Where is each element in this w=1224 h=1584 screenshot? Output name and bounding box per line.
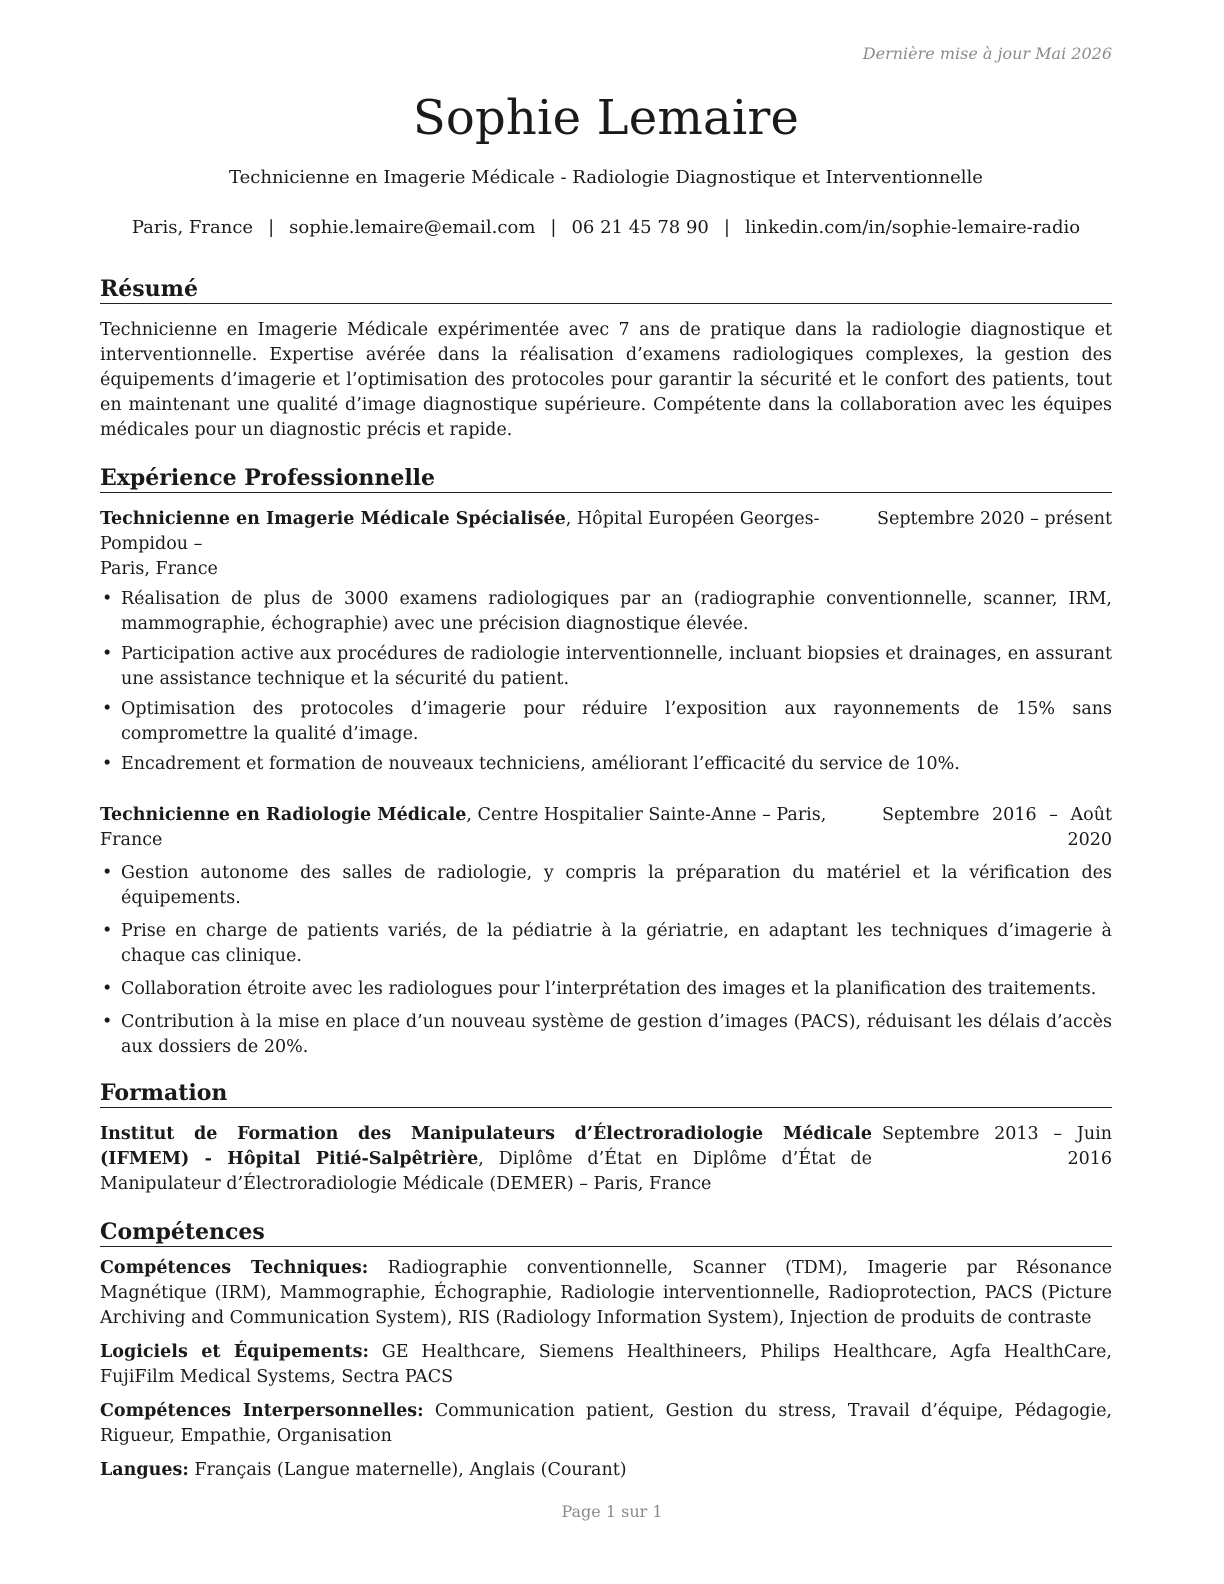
list-item: • Optimisation des protocoles d’imagerie pour réduire l’exposition aux rayonnements de 15% sans compromettre la qualité d’image. — [100, 697, 1112, 747]
contact-phone[interactable]: 06 21 45 78 90 — [571, 217, 709, 238]
last-updated: Dernière mise à jour Mai 2026 — [862, 44, 1112, 63]
contact-separator: | — [268, 217, 275, 238]
list-item: • Contribution à la mise en place d’un nouveau système de gestion d’images (PACS), réduisant les délais d’accès aux dossiers de 20%. — [100, 1010, 1112, 1060]
contact-email[interactable]: sophie.lemaire@email.com — [289, 217, 536, 238]
contact-linkedin[interactable]: linkedin.com/in/sophie-lemaire-radio — [744, 217, 1081, 238]
job-dates: Septembre 2020 – présent — [877, 509, 1112, 529]
job-entry — [100, 803, 1112, 1060]
contact-separator: | — [550, 217, 557, 238]
skill-group — [100, 1340, 1112, 1390]
list-item: • Gestion autonome des salles de radiologie, y compris la préparation du matériel et la vérification des équipements. — [100, 861, 1112, 911]
list-item: • Réalisation de plus de 3000 examens radiologiques par an (radiographie conventionnelle, scanner, IRM, mammographie, échographie) avec une précision diagnostique élevée. — [100, 587, 1112, 637]
resume-text: Technicienne en Imagerie Médicale expérimentée avec 7 ans de pratique dans la radiologie diagnostique et interventionnelle. Expertise avérée dans la réalisation d’examens radiologiques complexes, la gestion des équipements d’imagerie et l’optimisation des protocoles pour garantir la sécurité et le confort des patients, tout en maintenant une qualité d’image diagnostique supérieure. Compétente dans la collaboration avec les équipes médicales pour un diagnostic précis et rapide. — [100, 320, 1112, 440]
job-header — [100, 803, 1112, 853]
contact-location: Paris, France — [131, 217, 254, 238]
section-title-resume: Résumé — [100, 276, 1112, 304]
job-header — [100, 507, 1112, 582]
candidate-name: Sophie Lemaire — [412, 90, 800, 146]
education-school: Institut de Formation des Manipulateurs d’Électroradiologie Médicale (IFMEM) - Hôpital Pitié-Salpêtrière — [100, 1124, 872, 1169]
skill-label: Logiciels et Équipements: — [100, 1342, 369, 1362]
skill-group — [100, 1458, 1112, 1483]
section-title-experience: Expérience Professionnelle — [100, 465, 1112, 493]
list-item: • Collaboration étroite avec les radiologues pour l’interprétation des images et la planification des traitements. — [100, 977, 1112, 1002]
skill-value: Communication patient, Gestion du stress, Travail d’équipe, Pédagogie, Rigueur, Empathie, Organisation — [100, 1401, 1112, 1446]
skill-value: Radiographie conventionnelle, Scanner (TDM), Imagerie par Résonance Magnétique (IRM), Mammographie, Échographie, Radiologie interventionnelle, Radioprotection, PACS (Picture Archiving and Communication System), RIS (Radiology Information System), Injection de produits de contraste — [100, 1258, 1113, 1328]
list-item: • Encadrement et formation de nouveaux techniciens, améliorant l’efficacité du service de 10%. — [100, 752, 1112, 777]
education-entry — [100, 1122, 1112, 1197]
skill-label: Langues: — [100, 1460, 189, 1480]
job-location: Paris, France — [100, 559, 218, 579]
job-role: Technicienne en Imagerie Médicale Spécialisée — [100, 509, 566, 529]
education-dates: Septembre 2013 – Juin 2016 — [882, 1124, 1112, 1169]
job-org: , Hôpital Européen Georges-Pompidou – — [100, 509, 820, 554]
list-item: • Participation active aux procédures de radiologie interventionnelle, incluant biopsies et drainages, en assurant une assistance technique et la sécurité du patient. — [100, 642, 1112, 692]
job-entry — [100, 507, 1112, 777]
job-dates: Septembre 2016 – Août 2020 — [882, 805, 1112, 850]
contact-separator: | — [723, 217, 730, 238]
skill-group — [100, 1256, 1112, 1331]
job-bullets — [100, 587, 1112, 777]
page-number: Page 1 sur 1 — [561, 1502, 663, 1521]
section-title-skills: Compétences — [100, 1219, 1112, 1247]
job-bullets — [100, 861, 1112, 1060]
skill-value: GE Healthcare, Siemens Healthineers, Philips Healthcare, Agfa HealthCare, FujiFilm Medical Systems, Sectra PACS — [100, 1342, 1112, 1387]
job-role: Technicienne en Radiologie Médicale — [100, 805, 467, 825]
section-title-education: Formation — [100, 1080, 1112, 1108]
list-item: • Prise en charge de patients variés, de la pédiatrie à la gériatrie, en adaptant les techniques d’imagerie à chaque cas clinique. — [100, 919, 1112, 969]
skill-value: Français (Langue maternelle), Anglais (Courant) — [188, 1460, 627, 1480]
skill-group — [100, 1399, 1112, 1449]
candidate-tagline: Technicienne en Imagerie Médicale - Radiologie Diagnostique et Interventionnelle — [229, 167, 983, 188]
education-degree: , Diplôme d’État en Diplôme d’État de Manipulateur d’Électroradiologie Médicale (DEMER) – Paris, France — [100, 1149, 873, 1194]
skill-label: Compétences Interpersonnelles: — [100, 1401, 424, 1421]
job-org: , Centre Hospitalier Sainte-Anne – Paris, France — [100, 805, 827, 850]
contact-line — [100, 216, 1112, 240]
skill-label: Compétences Techniques: — [100, 1258, 369, 1278]
